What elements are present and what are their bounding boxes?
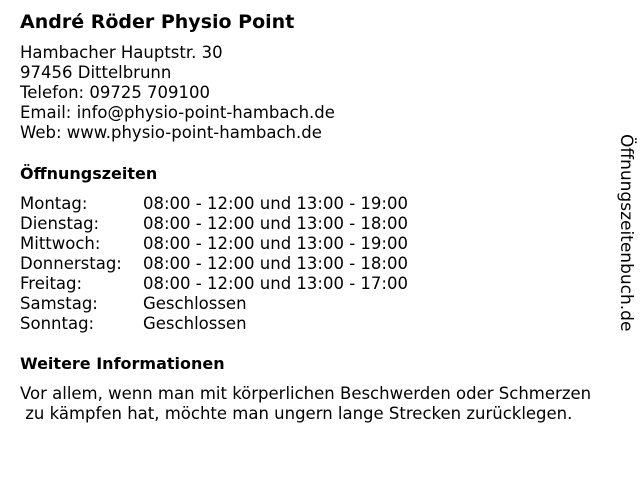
day-label: Montag: (20, 194, 88, 213)
phone-line: Telefon: 09725 709100 (20, 83, 211, 102)
address-city: 97456 Dittelbrunn (20, 63, 172, 82)
hours-row-friday (20, 274, 408, 294)
hours-row-saturday (20, 294, 408, 314)
day-label: Dienstag: (20, 214, 100, 233)
hours-row-wednesday (20, 234, 408, 254)
day-label: Mittwoch: (20, 234, 101, 253)
hours-row-monday (20, 194, 408, 214)
contact-block (20, 43, 335, 143)
day-label: Freitag: (20, 274, 83, 293)
business-title: André Röder Physio Point (20, 11, 295, 33)
hours-row-sunday (20, 314, 408, 334)
day-hours: Geschlossen (143, 294, 247, 313)
side-watermark: Öffnungszeitenbuch.de (616, 134, 636, 332)
more-info-text (20, 384, 591, 424)
day-hours: 08:00 - 12:00 und 13:00 - 17:00 (143, 274, 408, 293)
opening-hours-table (20, 194, 408, 334)
more-info-heading: Weitere Informationen (20, 354, 225, 373)
day-label: Samstag: (20, 294, 98, 313)
day-hours: 08:00 - 12:00 und 13:00 - 18:00 (143, 214, 408, 233)
day-hours: Geschlossen (143, 314, 247, 333)
day-hours: 08:00 - 12:00 und 13:00 - 19:00 (143, 234, 408, 253)
opening-hours-heading: Öffnungszeiten (20, 164, 158, 183)
more-info-line-1: Vor allem, wenn man mit körperlichen Beschwerden oder Schmerzen (20, 384, 592, 403)
hours-row-tuesday (20, 214, 408, 234)
day-hours: 08:00 - 12:00 und 13:00 - 19:00 (143, 194, 408, 213)
web-line: Web: www.physio-point-hambach.de (20, 123, 322, 142)
more-info-line-2: zu kämpfen hat, möchte man ungern lange Strecken zurücklegen. (20, 404, 573, 423)
email-line: Email: info@physio-point-hambach.de (20, 103, 335, 122)
day-label: Donnerstag: (20, 254, 122, 273)
address-street: Hambacher Hauptstr. 30 (20, 43, 223, 62)
hours-row-thursday (20, 254, 408, 274)
day-hours: 08:00 - 12:00 und 13:00 - 18:00 (143, 254, 408, 273)
day-label: Sonntag: (20, 314, 95, 333)
